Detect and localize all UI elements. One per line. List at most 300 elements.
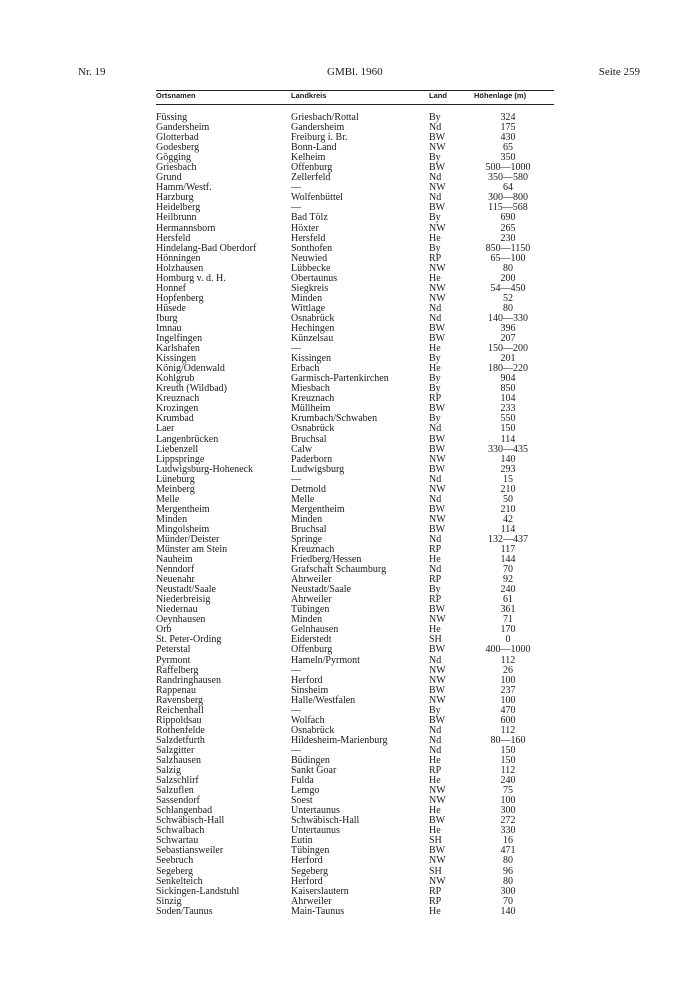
cell-landkreis: Eutin: [291, 835, 313, 847]
column-header-landkreis: Landkreis: [291, 91, 327, 100]
table-row: [156, 887, 554, 897]
cell-ortsname: Rappenau: [156, 684, 196, 696]
cell-land: NW: [429, 262, 446, 274]
cell-ortsname: Peterstal: [156, 644, 191, 656]
table-row: [156, 384, 554, 394]
cell-hoehenlage: 240: [500, 775, 516, 787]
cell-land: SH: [429, 835, 442, 847]
table-row: [156, 907, 554, 917]
cell-land: Nd: [429, 192, 442, 204]
cell-hoehenlage: 210: [500, 483, 516, 495]
cell-hoehenlage: 140: [500, 905, 516, 917]
cell-landkreis: Minden: [291, 513, 323, 525]
cell-land: NW: [429, 513, 446, 525]
cell-land: BW: [429, 322, 446, 334]
cell-land: BW: [429, 433, 446, 445]
cell-ortsname: Harzburg: [156, 192, 194, 204]
cell-ortsname: Hönningen: [156, 252, 201, 264]
cell-landkreis: Tübingen: [291, 845, 330, 857]
cell-hoehenlage: 175: [500, 122, 516, 134]
table-row: [156, 475, 554, 485]
cell-ortsname: Salzhausen: [156, 755, 201, 766]
cell-landkreis: Siegkreis: [291, 282, 329, 294]
cell-ortsname: Münster am Stein: [156, 544, 228, 556]
cell-hoehenlage: 65—100: [490, 252, 526, 264]
table-row: [156, 736, 554, 746]
cell-land: Nd: [429, 122, 442, 134]
cell-landkreis: Osnabrück: [291, 724, 335, 736]
cell-ortsname: Rippoldsau: [156, 714, 202, 726]
cell-ortsname: König/Odenwald: [156, 363, 225, 375]
cell-hoehenlage: 114: [500, 523, 516, 535]
cell-ortsname: Münder/Deister: [156, 533, 220, 545]
cell-land: BW: [429, 463, 446, 475]
table-row: [156, 505, 554, 515]
cell-ortsname: Langenbrücken: [156, 433, 219, 445]
cell-land: BW: [429, 815, 446, 827]
cell-hoehenlage: 96: [503, 865, 513, 877]
cell-ortsname: Sinzig: [156, 895, 182, 907]
cell-ortsname: Neuenahr: [156, 574, 195, 586]
cell-ortsname: Niedernau: [156, 604, 198, 616]
cell-ortsname: Imnau: [156, 322, 182, 334]
cell-ortsname: Hindelang-Bad Oberdorf: [156, 242, 257, 254]
table-row: [156, 314, 554, 324]
cell-landkreis: Halle/Westfalen: [291, 694, 356, 706]
cell-ortsname: Godesberg: [156, 142, 200, 154]
cell-hoehenlage: 330—435: [488, 443, 528, 455]
cell-hoehenlage: 80: [503, 262, 513, 274]
cell-land: By: [429, 704, 441, 716]
table-row: [156, 324, 554, 334]
cell-landkreis: Neuwied: [291, 252, 328, 264]
cell-ortsname: Griesbach: [156, 162, 197, 174]
cell-ortsname: Mingolsheim: [156, 523, 210, 535]
cell-hoehenlage: 550: [500, 413, 516, 425]
cell-ortsname: Liebenzell: [156, 443, 199, 455]
cell-ortsname: Pyrmont: [156, 654, 191, 666]
table-row: [156, 796, 554, 806]
table-row: [156, 686, 554, 696]
cell-land: Nd: [429, 312, 442, 324]
cell-ortsname: Nenndorf: [156, 564, 195, 576]
cell-hoehenlage: 324: [500, 112, 516, 123]
cell-hoehenlage: 75: [503, 785, 513, 797]
cell-landkreis: Lemgo: [291, 785, 320, 797]
cell-ortsname: Honnef: [156, 282, 186, 294]
cell-hoehenlage: 330: [500, 825, 516, 837]
cell-hoehenlage: 42: [503, 513, 513, 525]
cell-land: By: [429, 353, 441, 365]
cell-hoehenlage: 300: [500, 885, 516, 897]
table-row: [156, 515, 554, 525]
cell-landkreis: Sinsheim: [291, 684, 329, 696]
cell-landkreis: Garmisch-Partenkirchen: [291, 373, 389, 385]
cell-land: By: [429, 383, 441, 395]
cell-land: BW: [429, 604, 446, 616]
cell-ortsname: Karlshafen: [156, 343, 200, 355]
cell-landkreis: Eiderstedt: [291, 634, 332, 646]
cell-landkreis: Untertaunus: [291, 805, 340, 817]
table-row: [156, 465, 554, 475]
cell-ortsname: Neustadt/Saale: [156, 584, 216, 596]
cell-land: RP: [429, 574, 442, 586]
cell-land: RP: [429, 393, 442, 405]
cell-hoehenlage: 115—568: [488, 202, 528, 214]
table-row: [156, 585, 554, 595]
cell-landkreis: Offenburg: [291, 162, 333, 174]
cell-landkreis: Grafschaft Schaumburg: [291, 564, 387, 576]
cell-hoehenlage: 237: [500, 684, 516, 696]
cell-land: RP: [429, 544, 442, 556]
cell-hoehenlage: 293: [500, 463, 516, 475]
cell-hoehenlage: 117: [500, 544, 516, 556]
cell-landkreis: Herford: [291, 875, 323, 887]
cell-landkreis: Künzelsau: [291, 333, 334, 345]
cell-hoehenlage: 26: [503, 664, 513, 676]
cell-land: He: [429, 775, 441, 787]
cell-land: He: [429, 825, 441, 837]
table-row: [156, 485, 554, 495]
cell-landkreis: Wolfenbüttel: [291, 192, 343, 204]
table-row: [156, 394, 554, 404]
cell-land: NW: [429, 785, 446, 797]
cell-ortsname: Heidelberg: [156, 202, 201, 214]
cell-land: By: [429, 584, 441, 596]
cell-ortsname: Randringhausen: [156, 674, 221, 686]
cell-ortsname: Senkelteich: [156, 875, 203, 887]
column-header-ortsnamen: Ortsnamen: [156, 91, 196, 100]
page-number: Seite 259: [598, 66, 640, 78]
table-row: [156, 746, 554, 756]
cell-hoehenlage: 690: [500, 212, 516, 224]
cell-hoehenlage: 150: [500, 423, 516, 435]
cell-hoehenlage: 70: [503, 564, 513, 576]
cell-hoehenlage: 80—160: [490, 734, 526, 746]
cell-landkreis: Melle: [291, 493, 315, 505]
cell-ortsname: Iburg: [156, 312, 178, 324]
cell-ortsname: Homburg v. d. H.: [156, 272, 226, 284]
cell-land: NW: [429, 182, 446, 194]
cell-land: By: [429, 112, 441, 123]
cell-land: BW: [429, 523, 446, 535]
cell-landkreis: Tübingen: [291, 604, 330, 616]
cell-landkreis: Ludwigsburg: [291, 463, 345, 475]
cell-ortsname: Segeberg: [156, 865, 194, 877]
cell-hoehenlage: 400—1000: [485, 644, 531, 656]
cell-landkreis: Offenburg: [291, 644, 333, 656]
cell-land: By: [429, 242, 441, 254]
cell-hoehenlage: 144: [500, 554, 516, 566]
cell-landkreis: Springe: [291, 533, 323, 545]
cell-land: Nd: [429, 533, 442, 545]
cell-land: BW: [429, 714, 446, 726]
cell-land: BW: [429, 503, 446, 515]
cell-landkreis: Herford: [291, 855, 323, 867]
cell-landkreis: Sankt Goar: [291, 765, 337, 777]
cell-ortsname: Salzig: [156, 765, 181, 777]
cell-land: BW: [429, 162, 446, 174]
cell-landkreis: Gandersheim: [291, 122, 345, 134]
cell-land: RP: [429, 252, 442, 264]
cell-ortsname: Heilbrunn: [156, 212, 197, 224]
cell-landkreis: Griesbach/Rottal: [291, 112, 359, 123]
cell-ortsname: Grund: [156, 172, 182, 184]
cell-landkreis: Hameln/Pyrmont: [291, 654, 360, 666]
table-row: [156, 143, 554, 153]
cell-hoehenlage: 65: [503, 142, 513, 154]
cell-ortsname: Seebruch: [156, 855, 194, 867]
cell-hoehenlage: 272: [500, 815, 516, 827]
table-row: [156, 123, 554, 133]
cell-landkreis: Bruchsal: [291, 433, 327, 445]
cell-land: BW: [429, 644, 446, 656]
cell-landkreis: Wittlage: [291, 302, 326, 314]
cell-landkreis: —: [291, 343, 301, 355]
cell-hoehenlage: 100: [500, 694, 516, 706]
cell-hoehenlage: 350—580: [488, 172, 528, 184]
cell-land: He: [429, 232, 441, 244]
table-row: [156, 706, 554, 716]
column-header-hoehenlage: Höhenlage (m): [474, 91, 527, 100]
cell-hoehenlage: 70: [503, 895, 513, 907]
table-body: [156, 113, 554, 917]
cell-hoehenlage: 50: [503, 493, 513, 505]
cell-landkreis: —: [291, 664, 301, 676]
cell-land: NW: [429, 855, 446, 867]
cell-hoehenlage: 15: [503, 473, 513, 485]
cell-hoehenlage: 112: [500, 765, 516, 777]
cell-ortsname: Hersfeld: [156, 232, 191, 244]
table-row: [156, 113, 554, 123]
cell-landkreis: Osnabrück: [291, 312, 335, 324]
cell-landkreis: Kaiserslautern: [291, 885, 349, 897]
cell-hoehenlage: 470: [500, 704, 516, 716]
cell-landkreis: Untertaunus: [291, 825, 340, 837]
cell-land: By: [429, 373, 441, 385]
cell-land: NW: [429, 453, 446, 465]
cell-hoehenlage: 430: [500, 132, 516, 144]
cell-ortsname: Hamm/Westf.: [156, 182, 212, 194]
cell-landkreis: Erbach: [291, 363, 320, 375]
cell-ortsname: Schlangenbad: [156, 805, 213, 817]
cell-land: He: [429, 363, 441, 375]
cell-land: He: [429, 755, 441, 766]
cell-ortsname: Hüsede: [156, 302, 186, 314]
cell-hoehenlage: 54—450: [490, 282, 526, 294]
cell-ortsname: Soden/Taunus: [156, 905, 213, 917]
cell-ortsname: Hermannsborn: [156, 222, 216, 234]
cell-hoehenlage: 150: [500, 744, 516, 756]
cell-hoehenlage: 200: [500, 272, 516, 284]
cell-ortsname: Mergentheim: [156, 503, 210, 515]
table-row: [156, 615, 554, 625]
cell-landkreis: Kelheim: [291, 152, 326, 164]
cell-ortsname: Füssing: [156, 112, 188, 123]
cell-landkreis: —: [291, 473, 301, 485]
cell-ortsname: Reichenhall: [156, 704, 204, 716]
cell-land: NW: [429, 483, 446, 495]
cell-hoehenlage: 904: [500, 373, 516, 385]
cell-ortsname: Meinberg: [156, 483, 195, 495]
cell-hoehenlage: 230: [500, 232, 516, 244]
cell-landkreis: Kreuznach: [291, 393, 335, 405]
cell-landkreis: Obertaunus: [291, 272, 338, 284]
issue-number: Nr. 19: [78, 66, 106, 78]
cell-ortsname: Nauheim: [156, 554, 193, 566]
cell-hoehenlage: 0: [505, 634, 511, 646]
cell-hoehenlage: 471: [500, 845, 516, 857]
cell-landkreis: Büdingen: [291, 755, 330, 766]
table-row: [156, 294, 554, 304]
cell-landkreis: Minden: [291, 292, 323, 304]
cell-landkreis: Bonn-Land: [291, 142, 337, 154]
cell-land: NW: [429, 282, 446, 294]
cell-land: He: [429, 624, 441, 636]
cell-landkreis: —: [291, 744, 301, 756]
cell-landkreis: Bruchsal: [291, 523, 327, 535]
cell-ortsname: Raffelberg: [156, 664, 199, 676]
cell-land: Nd: [429, 744, 442, 756]
cell-ortsname: Krumbad: [156, 413, 194, 425]
cell-landkreis: Bad Tölz: [291, 212, 328, 224]
table-header-rule: [156, 104, 554, 105]
table-row: [156, 133, 554, 143]
table-row: [156, 816, 554, 826]
cell-ortsname: Lüneburg: [156, 473, 195, 485]
cell-ortsname: Glotterbad: [156, 132, 199, 144]
cell-land: Nd: [429, 493, 442, 505]
cell-ortsname: Sassendorf: [156, 795, 200, 807]
cell-landkreis: Ahrweiler: [291, 594, 332, 606]
table-row: [156, 776, 554, 786]
cell-ortsname: Oeynhausen: [156, 614, 206, 626]
cell-land: BW: [429, 132, 446, 144]
cell-hoehenlage: 240: [500, 584, 516, 596]
cell-ortsname: Minden: [156, 513, 188, 525]
cell-ortsname: Gandersheim: [156, 122, 210, 134]
cell-hoehenlage: 80: [503, 855, 513, 867]
cell-hoehenlage: 112: [500, 724, 516, 736]
cell-hoehenlage: 150—200: [488, 343, 528, 355]
table-row: [156, 826, 554, 836]
cell-landkreis: Müllheim: [291, 403, 331, 415]
page-header: [78, 66, 640, 80]
cell-landkreis: Kreuznach: [291, 544, 335, 556]
cell-land: RP: [429, 765, 442, 777]
cell-land: By: [429, 413, 441, 425]
cell-landkreis: Detmold: [291, 483, 326, 495]
cell-land: He: [429, 554, 441, 566]
cell-hoehenlage: 300—800: [488, 192, 528, 204]
cell-land: He: [429, 272, 441, 284]
cell-land: BW: [429, 443, 446, 455]
cell-landkreis: Paderborn: [291, 453, 333, 465]
cell-hoehenlage: 265: [500, 222, 516, 234]
table-row: [156, 867, 554, 877]
cell-land: Nd: [429, 734, 442, 746]
table-row: [156, 565, 554, 575]
cell-land: BW: [429, 684, 446, 696]
cell-landkreis: Neustadt/Saale: [291, 584, 351, 596]
table-row: [156, 676, 554, 686]
cell-ortsname: Kissingen: [156, 353, 196, 365]
cell-hoehenlage: 64: [503, 182, 513, 194]
table-row: [156, 254, 554, 264]
cell-land: BW: [429, 202, 446, 214]
cell-hoehenlage: 300: [500, 805, 516, 817]
cell-landkreis: Freiburg i. Br.: [291, 132, 348, 144]
cell-land: BW: [429, 403, 446, 415]
cell-land: NW: [429, 664, 446, 676]
table-row: [156, 756, 554, 766]
cell-landkreis: Main-Taunus: [291, 905, 345, 917]
table-row: [156, 696, 554, 706]
table-row: [156, 595, 554, 605]
table-row: [156, 203, 554, 213]
cell-hoehenlage: 207: [500, 333, 516, 345]
cell-landkreis: —: [291, 202, 301, 214]
cell-landkreis: Hechingen: [291, 322, 335, 334]
cell-hoehenlage: 80: [503, 875, 513, 887]
cell-ortsname: Salzuflen: [156, 785, 194, 797]
cell-hoehenlage: 150: [500, 755, 516, 766]
cell-landkreis: Friedberg/Hessen: [291, 554, 362, 566]
cell-land: By: [429, 212, 441, 224]
cell-hoehenlage: 52: [503, 292, 513, 304]
cell-hoehenlage: 396: [500, 322, 516, 334]
cell-hoehenlage: 170: [500, 624, 516, 636]
cell-ortsname: Krozingen: [156, 403, 199, 415]
cell-land: Nd: [429, 654, 442, 666]
cell-ortsname: Ingelfingen: [156, 333, 203, 345]
cell-landkreis: Hersfeld: [291, 232, 326, 244]
cell-ortsname: Schwäbisch-Hall: [156, 815, 225, 827]
table-row: [156, 414, 554, 424]
cell-landkreis: Minden: [291, 614, 323, 626]
cell-land: RP: [429, 895, 442, 907]
cell-landkreis: Krumbach/Schwaben: [291, 413, 378, 425]
cell-ortsname: Lippspringe: [156, 453, 205, 465]
cell-hoehenlage: 850: [500, 383, 516, 395]
cell-land: NW: [429, 875, 446, 887]
cell-hoehenlage: 61: [503, 594, 513, 606]
cell-hoehenlage: 233: [500, 403, 516, 415]
cell-landkreis: Höxter: [291, 222, 319, 234]
cell-land: Nd: [429, 423, 442, 435]
cell-landkreis: Mergentheim: [291, 503, 345, 515]
table-row: [156, 897, 554, 907]
table-row: [156, 856, 554, 866]
table-row: [156, 495, 554, 505]
table-row: [156, 213, 554, 223]
cell-hoehenlage: 140: [500, 453, 516, 465]
cell-hoehenlage: 132—437: [488, 533, 528, 545]
cell-hoehenlage: 350: [500, 152, 516, 164]
cell-ortsname: Kohlgrub: [156, 373, 195, 385]
publication-title: GMBl. 1960: [327, 66, 383, 78]
cell-landkreis: Soest: [291, 795, 313, 807]
cell-land: NW: [429, 142, 446, 154]
table-row: [156, 284, 554, 294]
table-row: [156, 846, 554, 856]
cell-ortsname: Melle: [156, 493, 180, 505]
cell-hoehenlage: 600: [500, 714, 516, 726]
cell-landkreis: Osnabrück: [291, 423, 335, 435]
cell-hoehenlage: 180—220: [488, 363, 528, 375]
cell-ortsname: Salzschlirf: [156, 775, 199, 787]
cell-ortsname: Schwalbach: [156, 825, 205, 837]
